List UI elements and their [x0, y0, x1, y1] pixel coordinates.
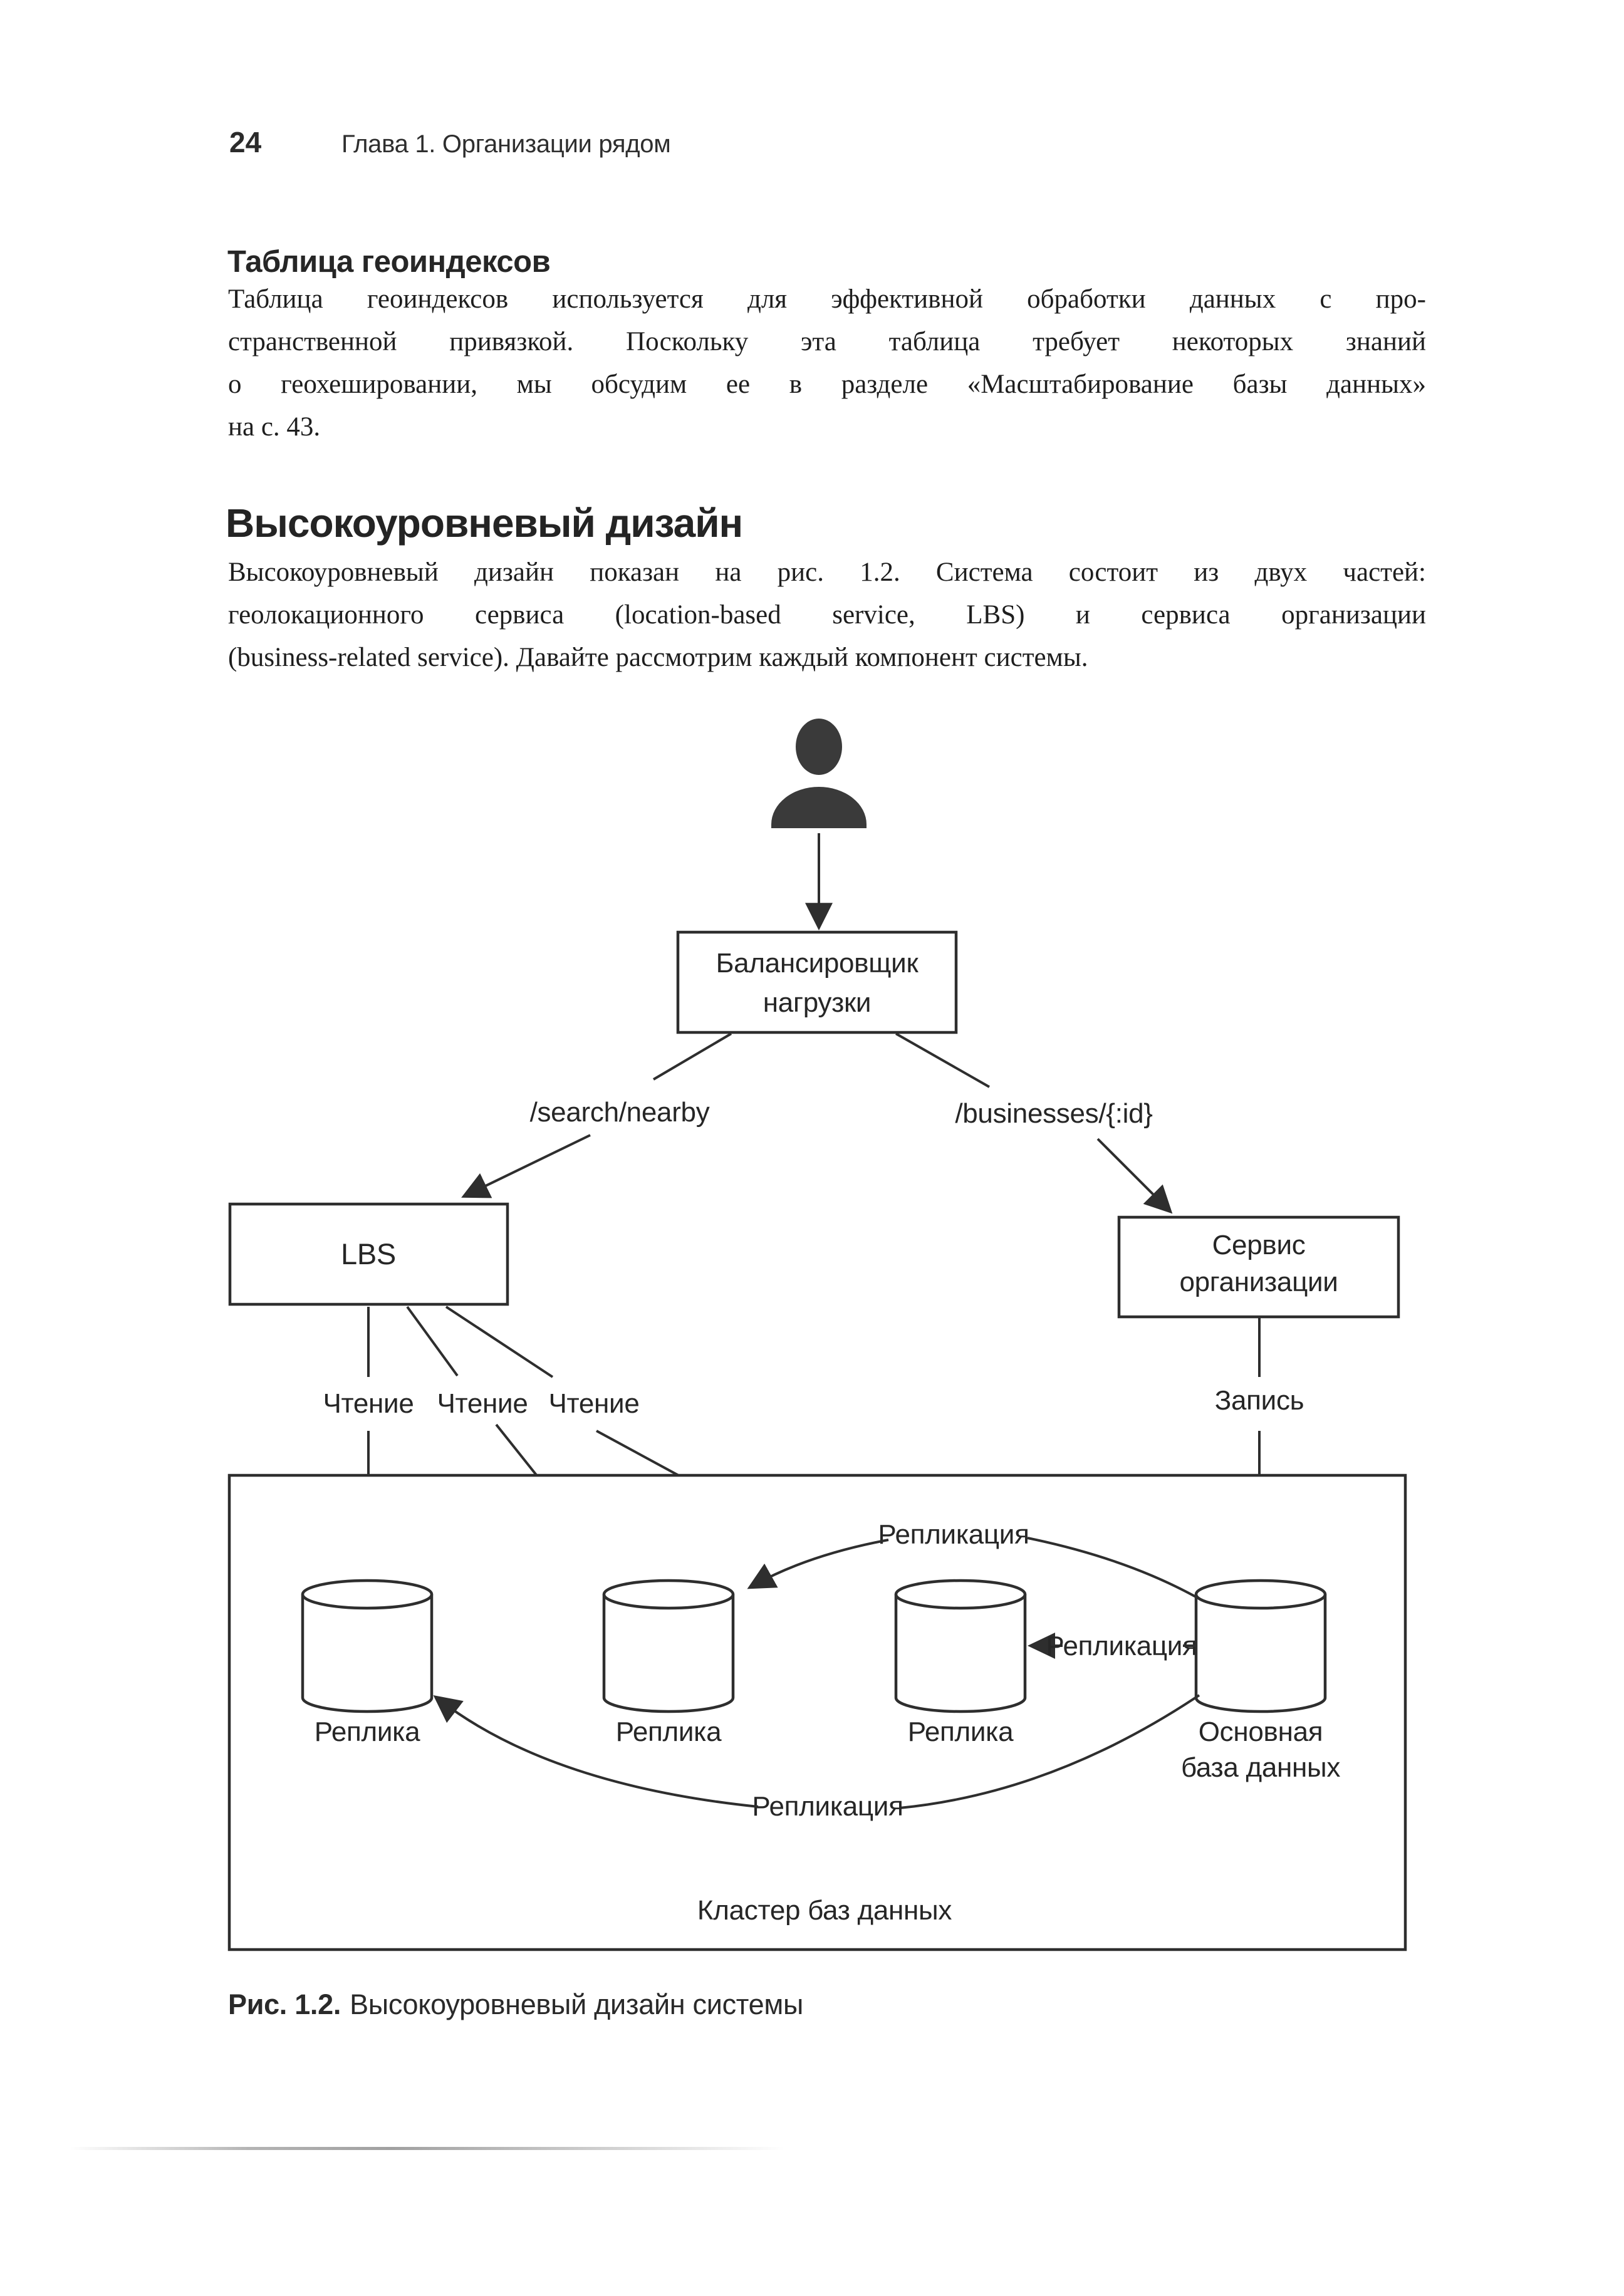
read-label: Чтение — [323, 1388, 414, 1419]
replica-cylinder-1 — [303, 1581, 432, 1712]
replica-cylinder-2 — [604, 1581, 733, 1712]
replica-label: Реплика — [907, 1717, 1014, 1747]
lbs-label: LBS — [341, 1237, 396, 1270]
paragraph-line: геолокационного сервиса (location-based service, LBS) и сервиса организации — [228, 600, 1426, 630]
page-number: 24 — [229, 126, 262, 158]
paragraph-line: Высокоуровневый дизайн показан на рис. 1.2. Система состоит из двух частей: — [228, 558, 1426, 587]
edge-search-upper — [653, 1034, 731, 1079]
edge-business-upper — [896, 1034, 989, 1087]
arrow-search-to-lbs — [469, 1135, 590, 1194]
paragraph-line: Таблица геоиндексов используется для эффективной обработки данных с про- — [228, 284, 1426, 314]
primary-db-label: Основная — [1198, 1717, 1323, 1747]
scan-artifact-line — [70, 2147, 784, 2150]
replica-label: Реплика — [615, 1717, 722, 1747]
load-balancer-label: нагрузки — [763, 987, 872, 1018]
edge-read2-upper — [407, 1307, 457, 1376]
section-title-design: Высокоуровневый дизайн — [226, 501, 743, 546]
replica-cylinder-3 — [896, 1581, 1025, 1712]
route-search-label: /search/nearby — [529, 1097, 710, 1128]
write-label: Запись — [1214, 1385, 1304, 1416]
paragraph-line: странственной привязкой. Поскольку эта таблица требует некоторых знаний — [228, 327, 1426, 356]
business-service-label: Сервис — [1212, 1230, 1306, 1260]
replication-label: Репликация — [878, 1519, 1029, 1550]
replica-label: Реплика — [314, 1717, 420, 1747]
read-label: Чтение — [548, 1388, 640, 1419]
figure-caption-text: Высокоуровневый дизайн системы — [350, 1988, 803, 2020]
paragraph-line: (business-related service). Давайте рассмотрим каждый компонент системы. — [228, 643, 1088, 672]
edge-read3-upper — [446, 1307, 553, 1377]
chapter-title: Глава 1. Организации рядом — [341, 130, 671, 158]
figure-caption-number: Рис. 1.2. — [228, 1988, 341, 2020]
load-balancer-label: Балансировщик — [716, 948, 919, 979]
route-business-label: /businesses/{:id} — [955, 1098, 1153, 1129]
paragraph-line: о геохешировании, мы обсудим ее в разделе «Масштабирование базы данных» — [228, 370, 1426, 399]
read-label: Чтение — [437, 1388, 528, 1419]
arrow-business-to-service — [1098, 1139, 1167, 1208]
paragraph-line: на с. 43. — [228, 412, 321, 442]
replication-label: Репликация — [752, 1791, 903, 1822]
primary-db-cylinder — [1196, 1581, 1325, 1712]
cluster-box — [229, 1475, 1405, 1950]
business-service-label: организации — [1179, 1267, 1338, 1297]
replication-label: Репликация — [1046, 1631, 1197, 1661]
subsection-title-geoindex: Таблица геоиндексов — [227, 245, 551, 279]
figure-caption — [228, 1988, 803, 2021]
primary-db-label: база данных — [1180, 1752, 1341, 1783]
user-icon — [771, 719, 867, 828]
cluster-label: Кластер баз данных — [697, 1895, 952, 1926]
